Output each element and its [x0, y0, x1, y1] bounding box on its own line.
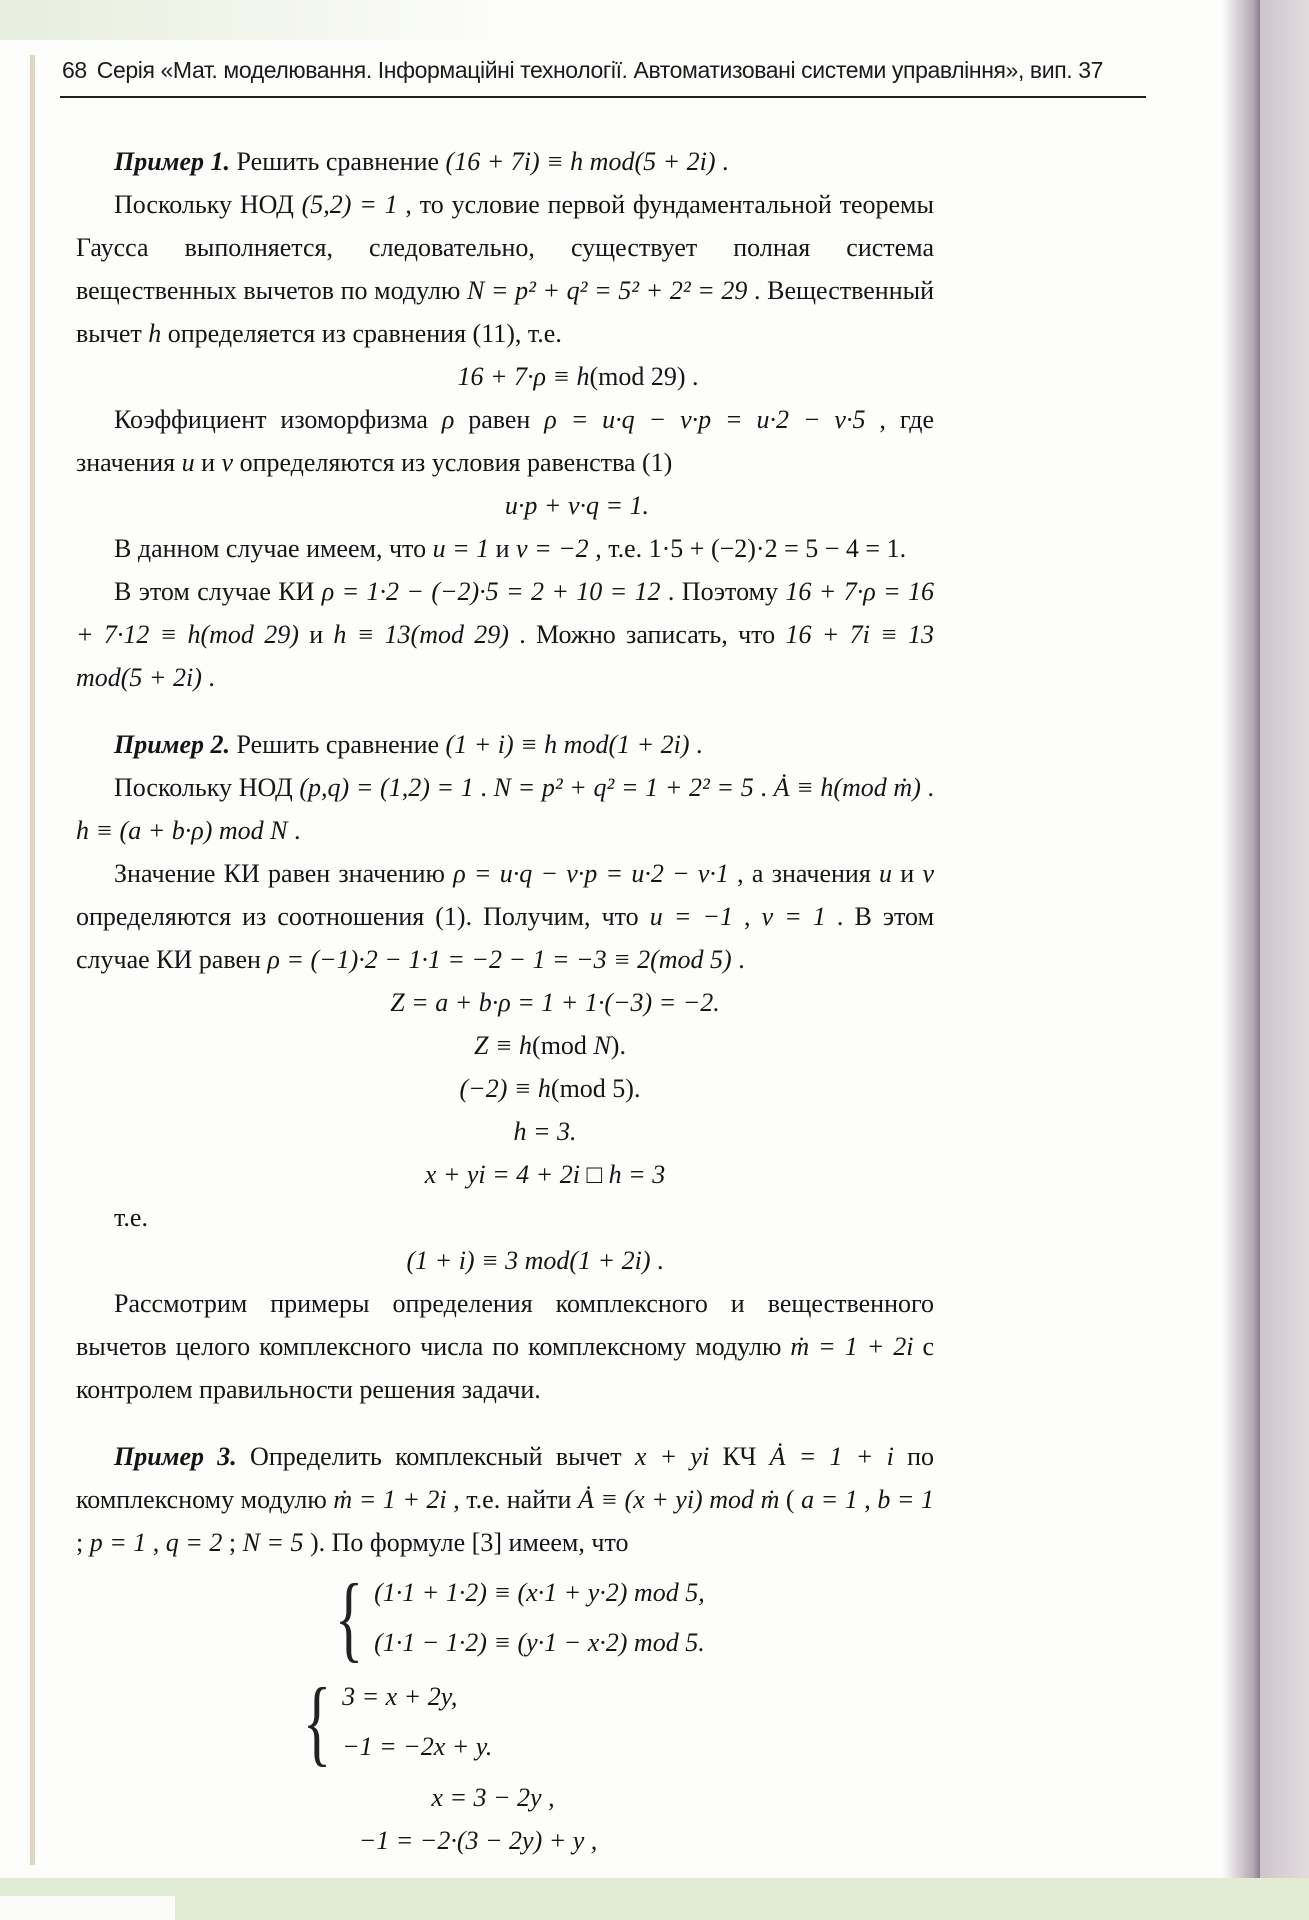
text-run: ṁ = 1 + 2i: [790, 1332, 914, 1361]
text-run: u = 1: [432, 534, 490, 563]
equation-z-value: [76, 981, 934, 1024]
scan-spine-shadow: [1222, 0, 1260, 1920]
text-run: (mod: [532, 1031, 594, 1060]
text-run: , а значения: [728, 859, 880, 888]
text-run: Ȧ ≡ (x + yi) mod ṁ: [577, 1485, 780, 1514]
equation-upvq: [76, 484, 934, 527]
text-run: v: [221, 448, 234, 477]
text-run: 16 + 7i ≡ 13 mod(5 + 2i): [76, 620, 934, 692]
text-run: Решить сравнение: [230, 147, 446, 176]
text-run: .: [287, 816, 301, 845]
text-run: 16 + 7·ρ = 16 + 7·12 ≡ h(mod 29): [76, 577, 934, 649]
text-run: . В этом случае КИ равен: [76, 902, 935, 974]
text-run: КЧ: [709, 1442, 770, 1471]
text-run: N = p² + q² = 5² + 2² = 29: [466, 276, 748, 305]
text-run: Значение КИ равен значению: [114, 859, 454, 888]
equation-substitution: [76, 1819, 934, 1862]
text-run: ,: [732, 902, 762, 931]
text-run: ).: [610, 1031, 626, 1060]
text-run: ρ = u·q − v·p = u·2 − v·1: [453, 859, 729, 888]
document-content: [76, 140, 934, 1862]
journal-title: Серія «Мат. моделювання. Інформаційні технології. Автоматизовані системи управління», вип. 37: [96, 57, 1104, 83]
text-run: Поскольку НОД: [114, 773, 300, 802]
text-run: Пример 3.: [114, 1442, 237, 1471]
text-run: (1·1 − 1·2) ≡ (y·1 − x·2) mod 5.: [374, 1628, 705, 1657]
text-run: . Можно записать, что: [508, 620, 786, 649]
paragraph-isomorphism-coefficient: [76, 398, 934, 484]
text-run: N: [593, 1031, 611, 1060]
text-run: N = p² + q² = 1 + 2² = 5: [493, 773, 754, 802]
text-run: 16 + 7·ρ ≡ h: [457, 362, 590, 391]
text-run: .: [753, 773, 774, 802]
equation-x-solution: [76, 1776, 934, 1819]
text-run: ;: [222, 1528, 243, 1557]
text-run: , то условие первой фундаментальной теоремы Гаусса выполняется, следовательно, существует полная система вещественных вычетов по модулю: [76, 190, 934, 305]
text-run: Поскольку НОД: [114, 190, 302, 219]
page-header: [62, 57, 1147, 84]
equation-text: [457, 355, 698, 398]
text-run: u: [181, 448, 195, 477]
text-run: h ≡ (a + b·ρ) mod N: [76, 816, 288, 845]
text-run: Ȧ = 1 + i: [769, 1442, 894, 1471]
text-run: a = 1: [801, 1485, 858, 1514]
system-line: [374, 1618, 705, 1668]
text-run: Ȧ ≡ h(mod ṁ): [773, 773, 921, 802]
equation-h-equals-3: [76, 1110, 934, 1153]
text-run: .: [650, 1246, 664, 1275]
text-run: u·p + v·q = 1.: [504, 491, 650, 520]
system-brace: {: [302, 1668, 332, 1775]
text-run: h = 3.: [513, 1117, 577, 1146]
text-run: (mod 5).: [550, 1074, 641, 1103]
text-run: Пример 2.: [114, 730, 231, 759]
text-run: ρ = 1·2 − (−2)·5 = 2 + 10 = 12: [321, 577, 661, 606]
system-congruences: [326, 1564, 934, 1671]
text-run: и: [298, 620, 334, 649]
text-run: v: [922, 859, 934, 888]
text-run: .: [473, 773, 494, 802]
text-run: (: [779, 1485, 802, 1514]
text-run: В данном случае имеем, что: [114, 534, 433, 563]
text-run: Z ≡ h: [474, 1031, 533, 1060]
text-run: ). По формуле [3] имеем, что: [303, 1528, 629, 1557]
text-run: ṁ = 1 + 2i: [333, 1485, 447, 1514]
text-run: ρ = u·q − v·p = u·2 − v·5: [544, 405, 866, 434]
paragraph-example-3: [76, 1435, 934, 1564]
paragraph-case-values: [76, 527, 934, 570]
text-run: по комплексному модулю: [76, 1442, 934, 1514]
text-run: и: [194, 448, 222, 477]
system-linear: [294, 1668, 934, 1775]
text-run: ρ = (−1)·2 − 1·1 = −2 − 1 = −3 ≡ 2(mod 5): [267, 945, 732, 974]
paragraph-example-2-title: [76, 723, 934, 766]
paragraph-ki-result: [76, 570, 934, 699]
paragraph-te: [76, 1196, 934, 1239]
system-line: [342, 1722, 492, 1772]
text-run: Решить сравнение: [230, 730, 446, 759]
text-run: −1 = −2·(3 − 2y) + y ,: [358, 1826, 598, 1855]
text-run: равен: [454, 405, 545, 434]
paragraph-example-1-body: [76, 183, 934, 355]
text-run: .: [920, 773, 935, 802]
text-run: 3 = x + 2y,: [342, 1682, 458, 1711]
text-run: v = 1: [761, 902, 826, 931]
equation-text: [359, 1819, 598, 1862]
text-run: x + yi: [634, 1442, 710, 1471]
text-run: т.е.: [114, 1203, 148, 1232]
scan-edge-bottom-corner: [0, 1896, 175, 1920]
system-lines: [374, 1568, 705, 1668]
text-run: Определить комплексный вычет: [236, 1442, 635, 1471]
system-line: [374, 1568, 705, 1618]
text-run: h ≡ 13(mod 29): [333, 620, 509, 649]
text-run: Z = a + b·ρ = 1 + 1·(−3) = −2.: [390, 988, 720, 1017]
equation-x-plus-yi: [76, 1153, 934, 1196]
text-run: (−2) ≡ h: [459, 1074, 551, 1103]
text-run: b = 1: [877, 1485, 934, 1514]
text-run: , где значения: [76, 405, 934, 477]
text-run: v = −2: [516, 534, 589, 563]
text-run: ρ: [441, 405, 455, 434]
text-run: (p,q) = (1,2) = 1: [299, 773, 474, 802]
equation-congruence-29: [76, 355, 934, 398]
equation-text: [390, 981, 720, 1024]
system-brace: {: [334, 1564, 364, 1671]
text-run: −1 = −2x + y.: [342, 1732, 493, 1761]
text-run: p = 1: [89, 1528, 147, 1557]
text-run: , т.е. найти: [446, 1485, 578, 1514]
page-number: 68: [62, 57, 87, 83]
text-run: ;: [76, 1528, 90, 1557]
text-run: , т.е. 1·5 + (−2)·2 = 5 − 4 = 1.: [588, 534, 907, 563]
text-run: u: [879, 859, 893, 888]
paragraph-ki-value: [76, 852, 934, 981]
text-run: . Поэтому: [660, 577, 786, 606]
text-run: .: [731, 945, 745, 974]
system-lines: [342, 1672, 492, 1772]
text-run: x = 3 − 2y ,: [431, 1783, 555, 1812]
text-run: Рассмотрим примеры определения комплексного и вещественного вычетов целого комплексного числа по комплексному модулю: [76, 1289, 934, 1361]
text-run: .: [201, 663, 215, 692]
text-run: В этом случае КИ: [114, 577, 322, 606]
text-run: (1·1 + 1·2) ≡ (x·1 + y·2) mod 5,: [374, 1578, 705, 1607]
text-run: и: [489, 534, 517, 563]
text-run: ,: [857, 1485, 878, 1514]
paragraph-consider-examples: [76, 1282, 934, 1411]
equation-text: [513, 1110, 576, 1153]
text-run: (mod 29) .: [589, 362, 699, 391]
text-run: .: [715, 147, 729, 176]
scan-edge-bottom: [0, 1878, 1309, 1920]
scan-edge-left: [30, 55, 35, 1865]
text-run: (1 + i) ≡ h mod(1 + 2i): [445, 730, 690, 759]
equation-text: [425, 1153, 665, 1196]
text-run: (5,2) = 1: [301, 190, 398, 219]
equation-minus2-mod5: [76, 1067, 934, 1110]
paragraph-example-1-title: [76, 140, 934, 183]
equation-result-example-2: [76, 1239, 934, 1282]
equation-z-mod-n: [76, 1024, 934, 1067]
text-run: (16 + 7i) ≡ h mod(5 + 2i): [445, 147, 716, 176]
text-run: определяется из сравнения (11), т.е.: [161, 319, 562, 348]
text-run: Коэффициент изоморфизма: [114, 405, 442, 434]
equation-text: [460, 1067, 641, 1110]
text-run: ,: [146, 1528, 166, 1557]
text-run: . Вещественный вычет: [76, 276, 934, 348]
text-run: u = −1: [649, 902, 733, 931]
text-run: определяются из соотношения (1). Получим, что: [76, 902, 650, 931]
text-run: x + yi = 4 + 2i □ h = 3: [424, 1160, 666, 1189]
paragraph-example-2-body: [76, 766, 934, 852]
equation-text: [505, 484, 649, 527]
header-rule: [60, 96, 1146, 98]
text-run: (1 + i) ≡ 3 mod(1 + 2i): [406, 1246, 651, 1275]
scan-edge-top: [0, 0, 520, 40]
text-run: h: [148, 319, 162, 348]
text-run: .: [689, 730, 703, 759]
equation-text: [407, 1239, 664, 1282]
equation-text: [474, 1024, 626, 1067]
text-run: N = 5: [242, 1528, 304, 1557]
text-run: Пример 1.: [114, 147, 231, 176]
text-run: определяются из условия равенства (1): [233, 448, 673, 477]
system-line: [342, 1672, 492, 1722]
scan-edge-right: [1260, 0, 1309, 1920]
text-run: и: [892, 859, 923, 888]
equation-text: [431, 1776, 554, 1819]
text-run: q = 2: [165, 1528, 223, 1557]
text-run: с контролем правильности решения задачи.: [76, 1332, 934, 1404]
